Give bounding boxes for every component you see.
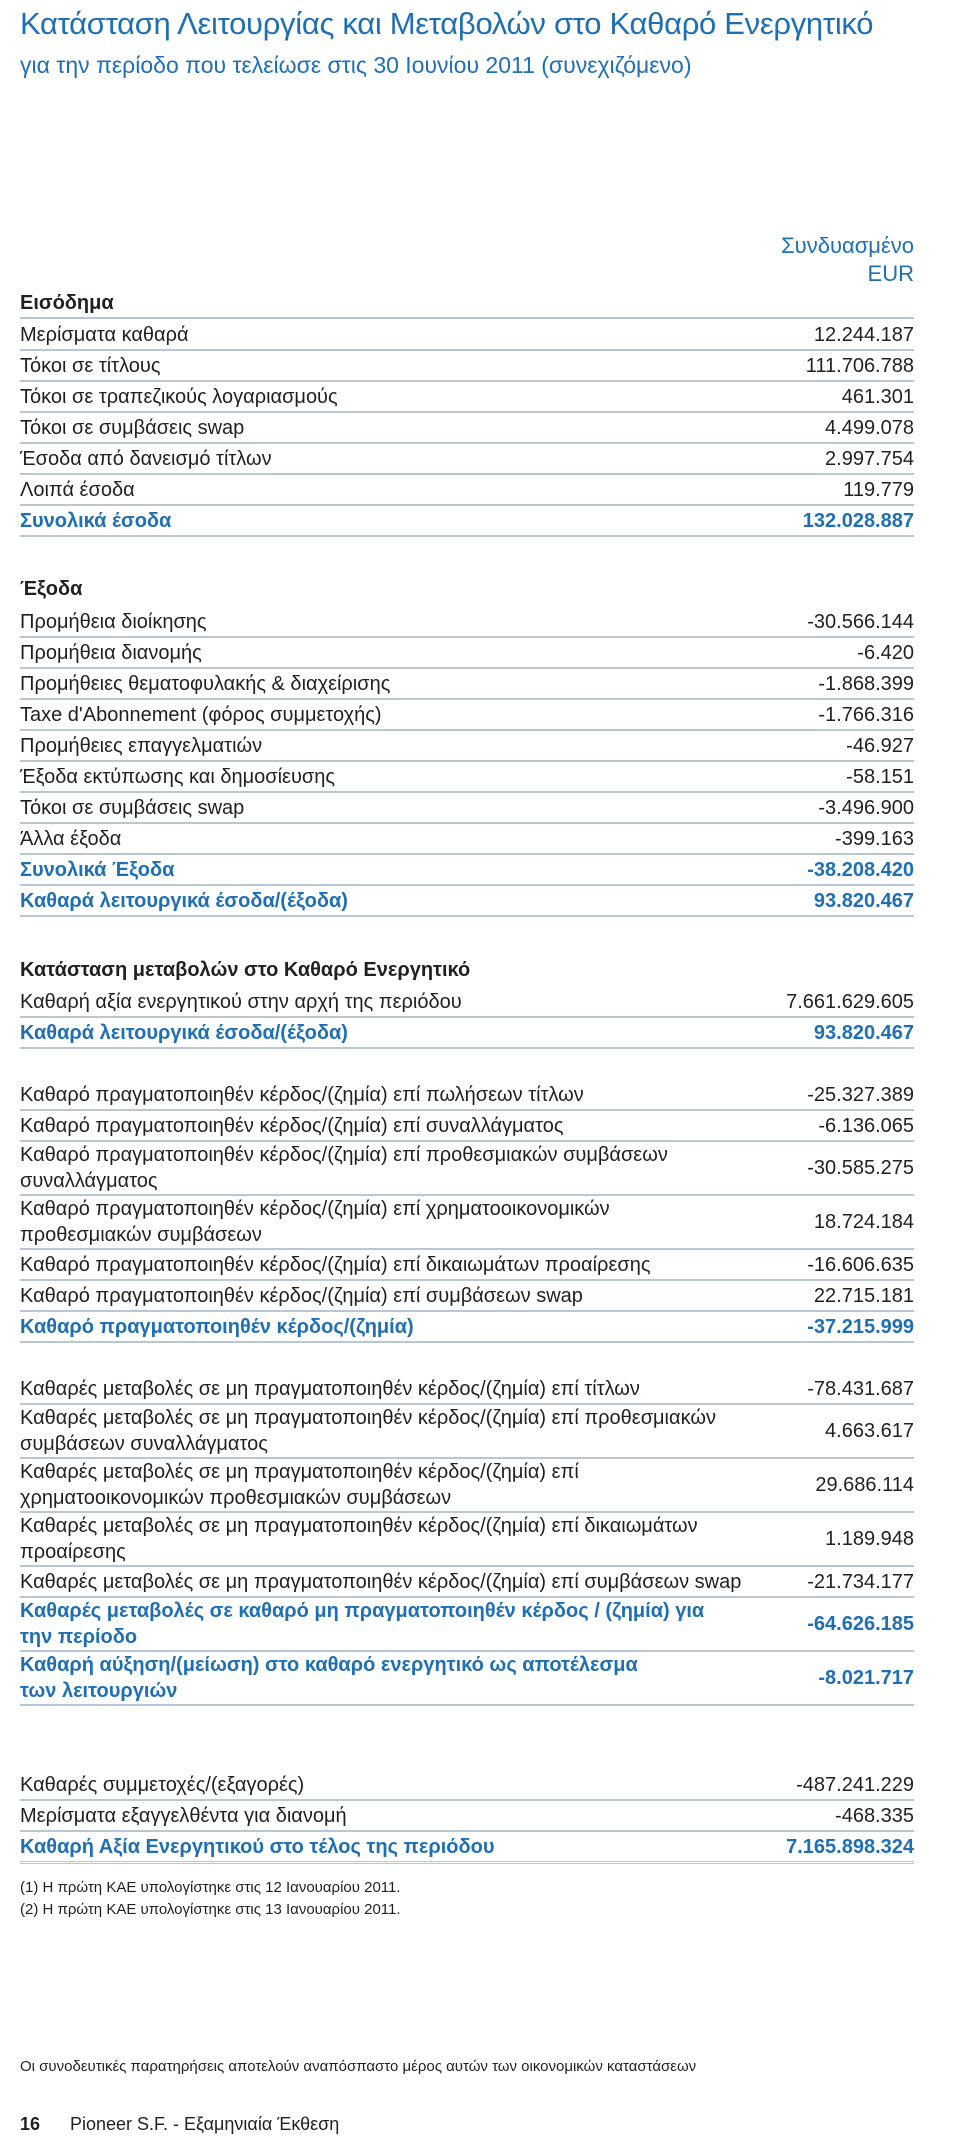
column-header-currency: EUR: [867, 261, 914, 286]
table-row: Καθαρό πραγματοποιηθέν κέρδος/(ζημία) επί συναλλάγματος -6.136.065: [20, 1111, 914, 1142]
publication-title: Pioneer S.F. - Εξαμηνιαία Έκθεση: [70, 2114, 340, 2134]
unrealised-total-row: Καθαρές μεταβολές σε καθαρό μη πραγματοποιηθέν κέρδος / (ζημία) για την περίοδο -64.626.185: [20, 1598, 914, 1652]
table-row: Καθαρές μεταβολές σε μη πραγματοποιηθέν κέρδος/(ζημία) επί δικαιωμάτων προαίρεσης 1.189.948: [20, 1513, 914, 1567]
realised-total-row: Καθαρό πραγματοποιηθέν κέρδος/(ζημία) -37.215.999: [20, 1312, 914, 1343]
table-row: Καθαρές συμμετοχές/(εξαγορές) -487.241.229: [20, 1770, 914, 1801]
table-row: Καθαρό πραγματοποιηθέν κέρδος/(ζημία) επί δικαιωμάτων προαίρεσης -16.606.635: [20, 1250, 914, 1281]
net-increase-row: Καθαρή αύξηση/(μείωση) στο καθαρό ενεργητικό ως αποτέλεσμα των λειτουργιών -8.021.717: [20, 1652, 914, 1706]
table-row: Taxe d'Abonnement (φόρος συμμετοχής) -1.766.316: [20, 700, 914, 731]
table-row: Έσοδα από δανεισμό τίτλων 2.997.754: [20, 444, 914, 475]
table-row: Τόκοι σε τραπεζικούς λογαριασμούς 461.301: [20, 382, 914, 413]
table-row: Μερίσματα εξαγγελθέντα για διανομή -468.335: [20, 1801, 914, 1832]
footnote-1: (1) Η πρώτη ΚΑΕ υπολογίστηκε στις 12 Ιανουαρίου 2011.: [20, 1879, 401, 1896]
changes-heading: Κατάσταση μεταβολών στο Καθαρό Ενεργητικό: [20, 959, 471, 981]
table-row: Προμήθεια διοίκησης -30.566.144: [20, 607, 914, 638]
table-row: Τόκοι σε συμβάσεις swap -3.496.900: [20, 793, 914, 824]
table-row: Άλλα έξοδα -399.163: [20, 824, 914, 855]
table-row: Τόκοι σε συμβάσεις swap 4.499.078: [20, 413, 914, 444]
table-row: Προμήθειες επαγγελματιών -46.927: [20, 731, 914, 762]
column-header-name: Συνδυασμένο: [781, 233, 914, 258]
expenses-total-row: Συνολικά Έξοδα -38.208.420: [20, 855, 914, 886]
table-row: Καθαρές μεταβολές σε μη πραγματοποιηθέν κέρδος/(ζημία) επί χρηματοοικονομικών προθεσμιακών συμβάσεων 29.686.114: [20, 1459, 914, 1513]
table-row: Καθαρό πραγματοποιηθέν κέρδος/(ζημία) επί συμβάσεων swap 22.715.181: [20, 1281, 914, 1312]
table-row: Λοιπά έσοδα 119.779: [20, 475, 914, 506]
income-total-row: Συνολικά έσοδα 132.028.887: [20, 506, 914, 537]
accompanying-notes-statement: Οι συνοδευτικές παρατηρήσεις αποτελούν αναπόσπαστο μέρος αυτών των οικονομικών καταστάσεων: [20, 2058, 697, 2075]
closing-nav-row: Καθαρή Αξία Ενεργητικού στο τέλος της περιόδου 7.165.898.324: [20, 1832, 914, 1864]
table-row: Καθαρές μεταβολές σε μη πραγματοποιηθέν κέρδος/(ζημία) επί προθεσμιακών συμβάσεων συναλλάγματος 4.663.617: [20, 1405, 914, 1459]
table-row: Καθαρό πραγματοποιηθέν κέρδος/(ζημία) επί χρηματοοικονομικών προθεσμιακών συμβάσεων 18.724.184: [20, 1196, 914, 1250]
page-title: Κατάσταση Λειτουργίας και Μεταβολών στο Καθαρό Ενεργητικό: [20, 6, 874, 41]
page-number: 16: [20, 2114, 41, 2134]
column-header: [781, 232, 914, 288]
table-row: Προμήθεια διανομής -6.420: [20, 638, 914, 669]
income-heading: Εισόδημα: [20, 289, 914, 319]
footnote-2: (2) Η πρώτη ΚΑΕ υπολογίστηκε στις 13 Ιανουαρίου 2011.: [20, 1901, 401, 1918]
table-row: Καθαρές μεταβολές σε μη πραγματοποιηθέν κέρδος/(ζημία) επί τίτλων -78.431.687: [20, 1374, 914, 1405]
table-row: Καθαρό πραγματοποιηθέν κέρδος/(ζημία) επί πωλήσεων τίτλων -25.327.389: [20, 1080, 914, 1111]
table-row: Έξοδα εκτύπωσης και δημοσίευσης -58.151: [20, 762, 914, 793]
expenses-heading: Έξοδα: [20, 578, 83, 600]
opening-nav-row: Καθαρή αξία ενεργητικού στην αρχή της περιόδου 7.661.629.605: [20, 987, 914, 1018]
table-row: Προμήθειες θεματοφυλακής & διαχείρισης -1.868.399: [20, 669, 914, 700]
table-row: Τόκοι σε τίτλους 111.706.788: [20, 351, 914, 382]
table-row: Καθαρές μεταβολές σε μη πραγματοποιηθέν κέρδος/(ζημία) επί συμβάσεων swap -21.734.177: [20, 1567, 914, 1598]
table-row: Μερίσματα καθαρά 12.244.187: [20, 320, 914, 351]
net-operating-row: Καθαρά λειτουργικά έσοδα/(έξοδα) 93.820.467: [20, 886, 914, 917]
page-subtitle: για την περίοδο που τελείωσε στις 30 Ιουνίου 2011 (συνεχιζόμενο): [20, 52, 692, 78]
changes-net-operating-row: Καθαρά λειτουργικά έσοδα/(έξοδα) 93.820.467: [20, 1018, 914, 1049]
table-row: Καθαρό πραγματοποιηθέν κέρδος/(ζημία) επί προθεσμιακών συμβάσεων συναλλάγματος -30.585.275: [20, 1142, 914, 1196]
